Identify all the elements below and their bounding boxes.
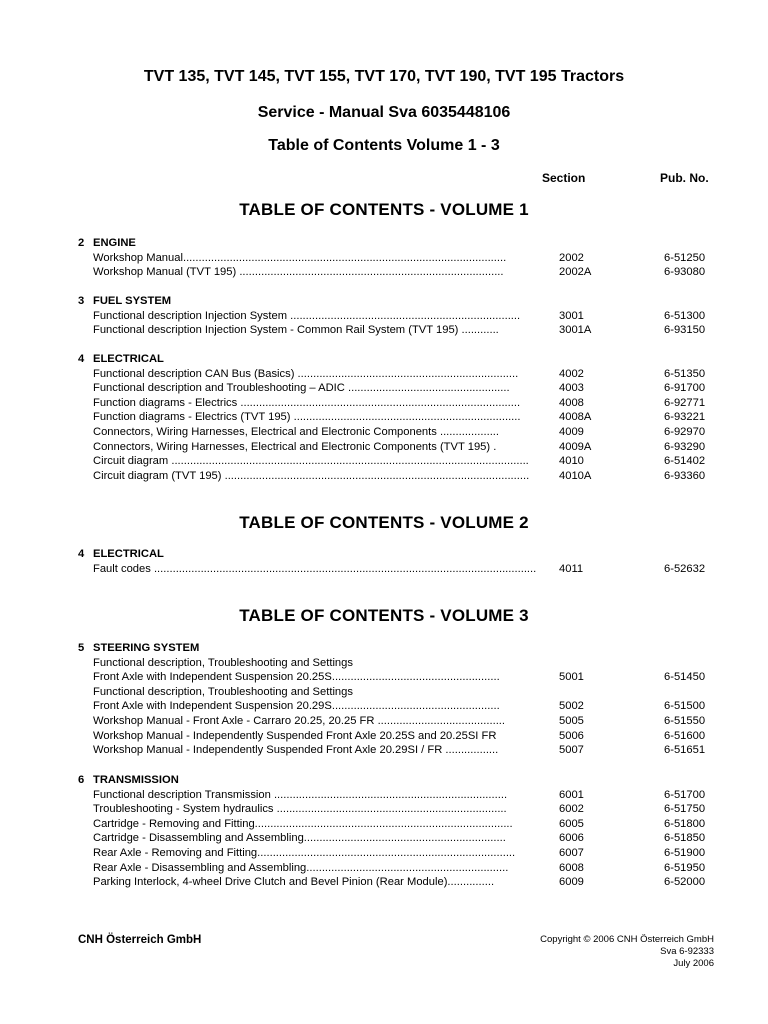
toc-entry[interactable] xyxy=(78,381,718,396)
toc-entry-title: Functional description Transmission ........................................................................... xyxy=(93,788,508,801)
section-name: ELECTRICAL xyxy=(93,353,164,365)
toc-entry-title: Connectors, Wiring Harnesses, Electrical and Electronic Components ................... xyxy=(93,425,500,438)
toc-entry-section-code: 4008 xyxy=(559,396,584,409)
toc-entry-title: Front Axle with Independent Suspension 20.25S...................................................... xyxy=(93,671,500,684)
section-number: 3 xyxy=(78,295,85,307)
toc-entry-section-code: 2002A xyxy=(559,266,592,279)
toc-entry-section-code: 4010A xyxy=(559,469,592,482)
toc-entry-title: Rear Axle - Disassembling and Assembling................................................................. xyxy=(93,861,509,874)
toc-entry-section-code: 2002 xyxy=(559,251,584,264)
footer-date: July 2006 xyxy=(673,958,714,969)
toc-entry-title: Functional description Injection System .......................................................................... xyxy=(93,309,521,322)
toc-entry[interactable] xyxy=(78,788,718,803)
section-name: ENGINE xyxy=(93,237,136,249)
toc-entry-pub-number: 6-52000 xyxy=(664,876,706,889)
toc-entry[interactable] xyxy=(78,861,718,876)
toc-entry-section-code: 3001 xyxy=(559,309,584,322)
footer-doc-number: Sva 6-92333 xyxy=(660,946,714,957)
toc-entry-section-code: 5007 xyxy=(559,744,584,757)
toc-entry-title: Fault codes ........................................................................................................................... xyxy=(93,562,537,575)
toc-entry[interactable] xyxy=(78,729,718,744)
toc-entry-pub-number: 6-51900 xyxy=(664,846,706,859)
section-heading xyxy=(78,547,718,562)
toc-entry-title: Circuit diagram ................................................................................................................... xyxy=(93,455,529,468)
toc-section-group xyxy=(78,352,718,483)
toc-entry[interactable] xyxy=(78,309,718,324)
toc-entry-title: Function diagrams - Electrics (TVT 195) ......................................................................... xyxy=(93,411,521,424)
toc-entry[interactable] xyxy=(78,440,718,455)
toc-entry[interactable] xyxy=(78,469,718,484)
section-heading xyxy=(78,352,718,367)
section-heading xyxy=(78,641,718,656)
toc-entry-title: Connectors, Wiring Harnesses, Electrical and Electronic Components (TVT 195) . xyxy=(93,440,497,453)
toc-entry-section-code: 6002 xyxy=(559,803,584,816)
toc-entry-title: Parking Interlock, 4-wheel Drive Clutch and Bevel Pinion (Rear Module)............... xyxy=(93,876,495,889)
toc-entry-title: Functional description CAN Bus (Basics) ....................................................................... xyxy=(93,367,519,380)
toc-entry-pub-number: 6-51450 xyxy=(664,671,706,684)
toc-entry[interactable] xyxy=(78,670,718,685)
toc-entry-pub-number: 6-51850 xyxy=(664,832,706,845)
toc-entry-pub-number: 6-51402 xyxy=(664,455,706,468)
section-number: 4 xyxy=(78,353,85,365)
toc-entry-pub-number: 6-51950 xyxy=(664,861,706,874)
toc-entry-title: Front Axle with Independent Suspension 20.29S...................................................... xyxy=(93,700,500,713)
column-header-section: Section xyxy=(542,171,586,185)
section-heading xyxy=(78,773,718,788)
toc-entry-section-code: 6007 xyxy=(559,846,584,859)
document-subtitle: Service - Manual Sva 6035448106 xyxy=(257,104,511,121)
section-number: 4 xyxy=(78,548,85,560)
section-number: 5 xyxy=(78,642,85,654)
toc-entry-pub-number: 6-91700 xyxy=(664,382,706,395)
toc-entry-pub-number: 6-93290 xyxy=(664,440,706,453)
document-title: TVT 135, TVT 145, TVT 155, TVT 170, TVT 190, TVT 195 Tractors xyxy=(143,68,625,85)
toc-entry-pub-number: 6-51750 xyxy=(664,803,706,816)
toc-entry-title: Workshop Manual - Front Axle - Carraro 20.25, 20.25 FR ......................................... xyxy=(93,714,506,727)
toc-entry-section-code: 5005 xyxy=(559,714,584,727)
toc-entry-section-code: 6008 xyxy=(559,861,584,874)
toc-entry-title: Troubleshooting - System hydraulics .......................................................................... xyxy=(93,803,507,816)
toc-entry-pub-number: 6-51651 xyxy=(664,744,706,757)
toc-entry-section-code: 5006 xyxy=(559,729,584,742)
toc-entry[interactable] xyxy=(78,265,718,280)
toc-entry-description: Functional description, Troubleshooting and Settings xyxy=(93,656,353,669)
toc-entry[interactable] xyxy=(78,714,718,729)
volume-heading: TABLE OF CONTENTS - VOLUME 3 xyxy=(239,606,529,625)
toc-entry[interactable] xyxy=(78,831,718,846)
toc-entry-pub-number: 6-93080 xyxy=(664,266,706,279)
section-name: STEERING SYSTEM xyxy=(93,642,200,654)
toc-title: Table of Contents Volume 1 - 3 xyxy=(268,137,500,154)
toc-entry-pub-number: 6-51800 xyxy=(664,817,706,830)
toc-entry-section-code: 6006 xyxy=(559,832,584,845)
toc-entry-title: Functional description and Troubleshooting – ADIC .................................................... xyxy=(93,382,510,395)
section-name: TRANSMISSION xyxy=(93,774,179,786)
toc-entry-section-code: 4010 xyxy=(559,455,584,468)
toc-entry-section-code: 4009 xyxy=(559,425,584,438)
toc-entry-title: Function diagrams - Electrics .......................................................................................... xyxy=(93,396,521,409)
toc-entry[interactable] xyxy=(78,875,718,890)
toc-entry[interactable] xyxy=(78,699,718,714)
toc-entry-pub-number: 6-51550 xyxy=(664,714,706,727)
toc-entry-pub-number: 6-51500 xyxy=(664,700,706,713)
toc-entry-pub-number: 6-51350 xyxy=(664,367,706,380)
toc-entry-title: Cartridge - Disassembling and Assembling................................................................. xyxy=(93,832,506,845)
toc-entry-section-code: 4002 xyxy=(559,367,584,380)
footer-copyright-block xyxy=(540,934,714,970)
toc-entry-section-code: 6009 xyxy=(559,876,584,889)
toc-entry-description: Functional description, Troubleshooting and Settings xyxy=(93,685,353,698)
toc-entry-pub-number: 6-52632 xyxy=(664,562,706,575)
toc-entry[interactable] xyxy=(78,367,718,382)
toc-entry-section-code: 4009A xyxy=(559,440,592,453)
section-heading xyxy=(78,236,718,251)
section-number: 2 xyxy=(78,237,85,249)
volume-heading: TABLE OF CONTENTS - VOLUME 2 xyxy=(239,513,529,532)
toc-entry[interactable] xyxy=(78,454,718,469)
toc-entry-title: Circuit diagram (TVT 195) .................................................................................................. xyxy=(93,469,530,482)
toc-section-group xyxy=(78,236,718,280)
toc-entry-pub-number: 6-51700 xyxy=(664,788,706,801)
section-number: 6 xyxy=(78,774,85,786)
toc-section-group xyxy=(78,294,718,338)
toc-entry-pub-number: 6-92771 xyxy=(664,396,706,409)
section-heading xyxy=(78,294,718,309)
toc-entry-title: Cartridge - Removing and Fitting................................................................................... xyxy=(93,817,513,830)
toc-entry[interactable] xyxy=(78,846,718,861)
toc-entry-pub-number: 6-51300 xyxy=(664,309,706,322)
toc-entry[interactable] xyxy=(78,323,718,338)
toc-entry-pub-number: 6-51250 xyxy=(664,251,706,264)
toc-section-group xyxy=(78,547,718,576)
toc-entry[interactable] xyxy=(78,410,718,425)
toc-entry-section-code: 4003 xyxy=(559,382,584,395)
toc-entry-section-code: 3001A xyxy=(559,324,592,337)
volume-heading: TABLE OF CONTENTS - VOLUME 1 xyxy=(239,200,529,219)
toc-entry-pub-number: 6-92970 xyxy=(664,425,706,438)
footer-company: CNH Österreich GmbH xyxy=(78,934,202,946)
toc-entry-section-code: 6001 xyxy=(559,788,584,801)
toc-entry[interactable] xyxy=(78,251,718,266)
column-header-pub-no: Pub. No. xyxy=(660,171,709,185)
toc-entry-section-code: 6005 xyxy=(559,817,584,830)
toc-entry-title: Workshop Manual - Independently Suspended Front Axle 20.29SI / FR ................. xyxy=(93,744,499,757)
toc-entry-section-code: 4008A xyxy=(559,411,592,424)
toc-entry-title: Rear Axle - Removing and Fitting................................................................................... xyxy=(93,846,516,859)
toc-entry-title: Workshop Manual - Independently Suspended Front Axle 20.25S and 20.25SI FR xyxy=(93,729,497,742)
section-name: ELECTRICAL xyxy=(93,548,164,560)
toc-entry-title: Workshop Manual (TVT 195) ..................................................................................... xyxy=(93,266,504,279)
toc-entry[interactable] xyxy=(78,802,718,817)
toc-entry[interactable] xyxy=(78,817,718,832)
toc-entry-pub-number: 6-51600 xyxy=(664,729,706,742)
toc-entry-section-code: 5001 xyxy=(559,671,584,684)
toc-entry[interactable] xyxy=(78,562,718,577)
toc-entry-section-code: 5002 xyxy=(559,700,584,713)
toc-entry[interactable] xyxy=(78,743,718,758)
footer-copyright: Copyright © 2006 CNH Österreich GmbH xyxy=(540,934,714,945)
toc-entry-section-code: 4011 xyxy=(559,562,584,575)
toc-section-group xyxy=(78,641,718,758)
toc-section-group xyxy=(78,773,718,890)
toc-entry-title: Workshop Manual........................................................................................................ xyxy=(93,251,507,264)
toc-entry-pub-number: 6-93360 xyxy=(664,469,706,482)
section-name: FUEL SYSTEM xyxy=(93,295,172,307)
toc-entry-pub-number: 6-93150 xyxy=(664,324,706,337)
toc-entry-pub-number: 6-93221 xyxy=(664,411,706,424)
toc-entry-title: Functional description Injection System - Common Rail System (TVT 195) ............ xyxy=(93,324,499,337)
toc-entry[interactable] xyxy=(78,425,718,440)
toc-entry[interactable] xyxy=(78,396,718,411)
